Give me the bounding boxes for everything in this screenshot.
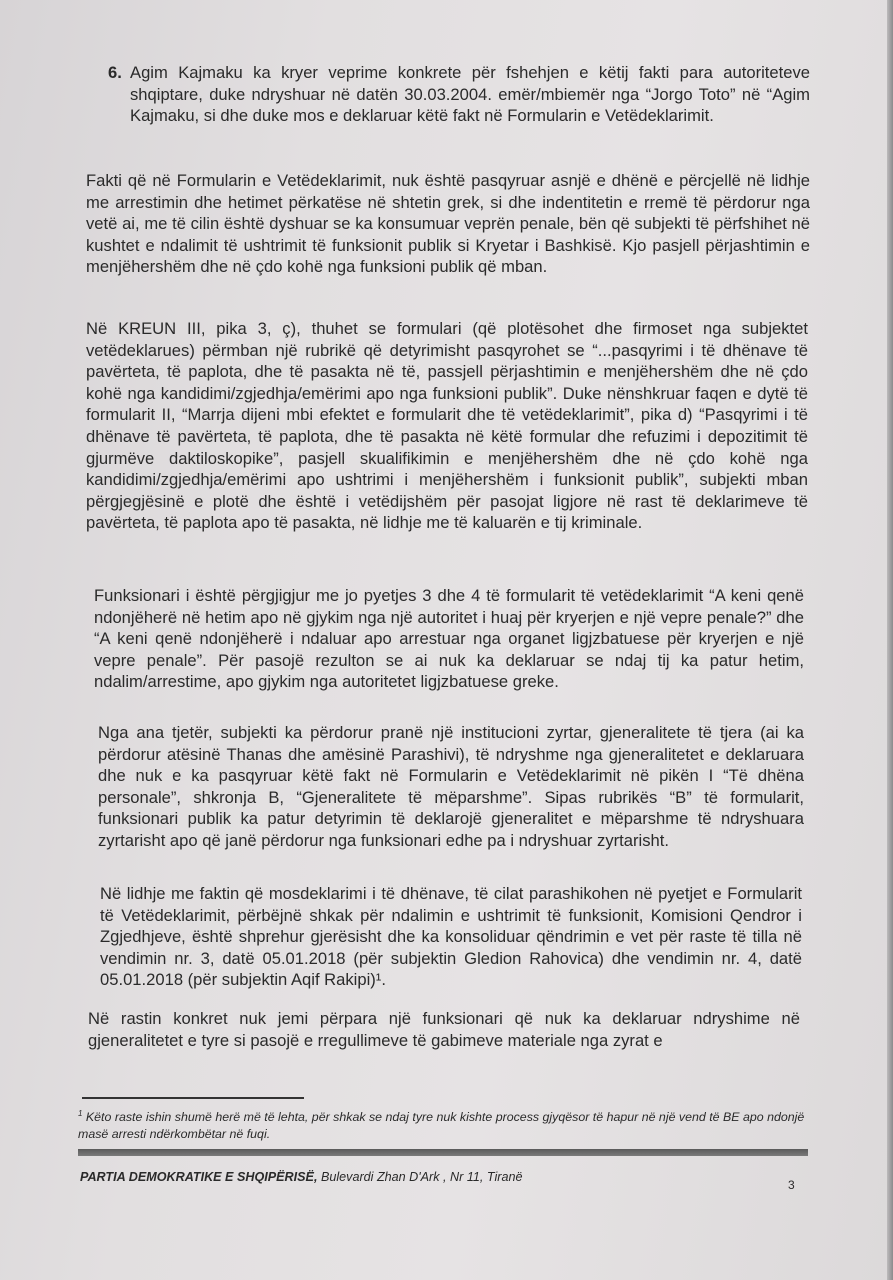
paragraph-5: Në lidhje me faktin që mosdeklarimi i të dhënave, të cilat parashikohen në pyetjet e Formularit të Vetëdeklarimit, përbëjnë shkak për ndalimin e ushtrimit të funksionit, Komisioni Qendror i Zgjedhjeve, është shprehur gjerësisht dhe ka konsoliduar qëndrimin e vet për raste të tilla në vendimin nr. 3, datë 05.01.2018 (për subjektin Gledion Rahovica) dhe vendimin nr. 4, datë 05.01.2018 (për subjektin Aqif Rakipi)¹. [100, 884, 802, 990]
footer-street: Bulevardi Zhan D'Ark , Nr 11, Tiranë [317, 1170, 523, 1184]
page-number: 3 [788, 1178, 795, 1192]
paragraph-6: Në rastin konkret nuk jemi përpara një funksionari që nuk ka deklaruar ndryshime në gjeneralitetet e tyre si pasojë e rregullimeve të gabimeve materiale nga zyrat e [88, 1009, 800, 1050]
footnote-marker: 1 [78, 1109, 83, 1118]
footer-divider-bar [78, 1149, 808, 1156]
paragraph-3: Funksionari i është përgjigjur me jo pyetjes 3 dhe 4 të formularit të vetëdeklarimit “A keni qenë ndonjëherë në hetim apo në gjykim nga një autoritet i huaj për kryerjen e një vepre penale?” dhe “A keni qenë ndonjëherë i ndaluar apo arrestuar nga organet ligjzbatuese për kryerjen e një vepre penale”. Për pasojë rezulton se ai nuk ka deklaruar se ndaj tij ka patur hetim, ndalim/arrestime, apo gjykim nga autoritetet ligjzbatuese greke. [94, 586, 804, 692]
footnote-separator [82, 1097, 304, 1099]
paragraph-1: Fakti që në Formularin e Vetëdeklarimit, nuk është pasqyruar asnjë e dhënë e përcjellë në lidhje me arrestimin dhe hetimet përkatëse në shtetin grek, si dhe indentitetin e rremë të përdorur nga vetë ai, me të cilin është dyshuar se ka konsumuar veprën penale, bën që subjekti të përfshihet në kushtet e ndalimit të ushtrimit të funksionit publik si Kryetar i Bashkisë. Kjo pasjell përjashtimin e menjëhershëm dhe në çdo kohë nga funksioni publik që mban. [86, 171, 810, 277]
footnote-text: Këto raste ishin shumë herë më të lehta, për shkak se ndaj tyre nuk kishte process gjyqësor të hapur në një vend të BE apo ndonjë masë arresti ndërkombëtar në fuqi. [78, 1110, 805, 1141]
item-number: 6. [108, 63, 122, 82]
numbered-item-6 [108, 62, 810, 127]
footer-address [80, 1170, 720, 1184]
footer-party-name: PARTIA DEMOKRATIKE E SHQIPËRISË, [80, 1170, 318, 1184]
page-edge-shadow [887, 0, 893, 1280]
item-text: Agim Kajmaku ka kryer veprime konkrete për fshehjen e këtij fakti para autoriteteve shqiptare, duke ndryshuar në datën 30.03.2004. emër/mbiemër nga “Jorgo Toto” në “Agim Kajmaku, si dhe duke mos e deklaruar këtë fakt në Formularin e Vetëdeklarimit. [130, 63, 810, 126]
footnote [78, 1106, 808, 1142]
paragraph-4: Nga ana tjetër, subjekti ka përdorur pranë një institucioni zyrtar, gjeneralitete të tjera (ai ka përdorur atësinë Thanas dhe amësinë Parashivi), të ndryshme nga gjeneralitetet e deklaruara dhe nuk e ka pasqyruar këtë fakt në Formularin e Vetëdeklarimit në pikën I “Të dhëna personale”, shkronja B, “Gjeneralitete të mëparshme”. Sipas rubrikës “B” të formularit, funksionari publik ka patur detyrimin të deklarojë gjeneralitet e mëparshme të ndryshuara zyrtarisht apo që janë përdorur nga funksionari edhe pa i ndryshuar zyrtarisht. [98, 723, 804, 850]
paragraph-2: Në KREUN III, pika 3, ç), thuhet se formulari (që plotësohet dhe firmoset nga subjektet vetëdeklarues) përmban një rubrikë që detyrimisht pasqyrohet se “...pasqyrimi i të dhënave të pavërteta, të paplota, dhe të pasakta në të, passjell përjashtimin e menjëhershëm dhe në çdo kohë nga kandidimi/zgjedhja/emërimi apo nga funksioni publik”. Duke nënshkruar faqen e dytë të formularit II, “Marrja dijeni mbi efektet e formularit dhe të vetëdeklarimit”, pika d) “Pasqyrimi i të dhënave të pavërteta, të paplota, dhe të pasakta në këtë formular dhe refuzimi i depozitimit të gjurmëve daktiloskopike”, pasjell skualifikimin e menjëhershëm dhe në çdo kohë nga kandidimi/zgjedhja/emërimi apo ushtrimi i menjëhershëm i funksionit publik”, subjekti mban përgjegjësinë e plotë dhe është i vetëdijshëm për pasojat ligjore në rast të deklarimeve të pavërteta, të paplota apo të pasakta, në lidhje me të kaluarën e tij kriminale. [86, 319, 808, 533]
